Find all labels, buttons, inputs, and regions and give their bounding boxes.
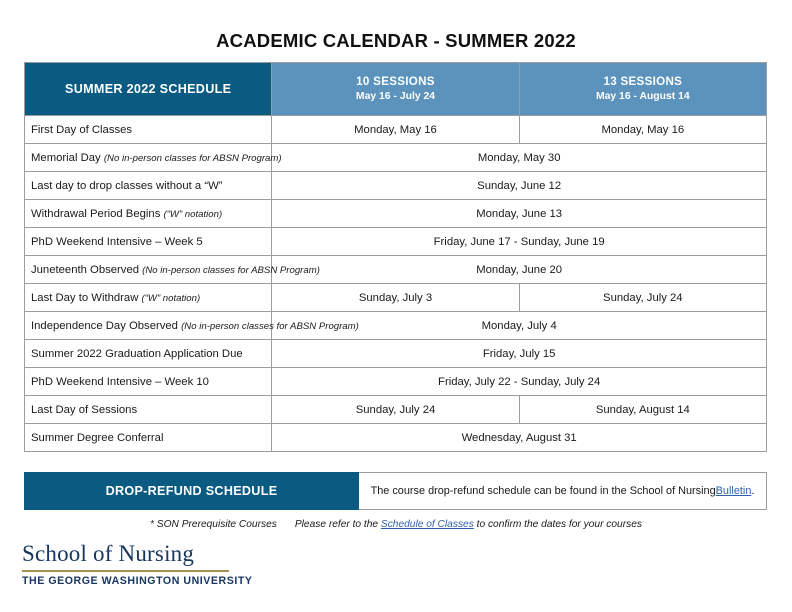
drop-refund-description — [359, 472, 767, 510]
event-name-cell — [25, 172, 272, 200]
event-note: (No in-person classes for ABSN Program) — [142, 264, 320, 276]
footnote-text-after: to confirm the dates for your courses — [473, 519, 642, 530]
drop-refund-section — [24, 472, 767, 510]
gw-school-of-nursing-logo — [22, 542, 272, 587]
event-name-cell — [25, 368, 272, 396]
table-header — [25, 63, 767, 116]
table-row — [25, 200, 767, 228]
event-name-cell — [25, 396, 272, 424]
footnote-text-before: Please refer to the — [294, 519, 381, 530]
date-cell-10-sessions: Sunday, July 3 — [272, 284, 519, 312]
event-name-cell — [25, 340, 272, 368]
logo-school-name: School of Nursing — [22, 541, 195, 566]
event-note: (“W” notation) — [163, 208, 223, 220]
header-10-sessions-name: 10 SESSIONS — [356, 75, 435, 89]
date-cell-both-sessions: Monday, May 30 — [272, 144, 767, 172]
header-schedule-label: SUMMER 2022 SCHEDULE — [25, 63, 272, 116]
event-note: (“W” notation) — [141, 292, 201, 304]
drop-refund-text-before: The course drop-refund schedule can be found in the School of Nursing — [370, 485, 716, 497]
date-cell-both-sessions: Wednesday, August 31 — [272, 424, 767, 452]
academic-calendar-table — [24, 62, 767, 452]
logo-divider — [22, 570, 229, 572]
event-label: PhD Weekend Intensive – Week 5 — [31, 235, 203, 248]
table-row — [25, 340, 767, 368]
event-name-cell — [25, 312, 359, 340]
header-13-sessions-dates: May 16 - August 14 — [595, 90, 690, 102]
header-13-sessions-name: 13 SESSIONS — [603, 75, 683, 89]
header-column-10-sessions — [272, 63, 519, 116]
event-name-cell — [25, 200, 272, 228]
table-row — [25, 256, 767, 284]
table-row — [25, 396, 767, 424]
event-note: (No in-person classes for ABSN Program) — [181, 320, 359, 332]
date-cell-both-sessions: Friday, June 17 - Sunday, June 19 — [272, 228, 767, 256]
table-row — [25, 228, 767, 256]
table-row — [25, 368, 767, 396]
event-label: PhD Weekend Intensive – Week 10 — [31, 375, 209, 388]
table-row — [25, 144, 767, 172]
table-row — [25, 116, 767, 144]
event-label: Summer 2022 Graduation Application Due — [31, 347, 243, 360]
event-label: Summer Degree Conferral — [31, 431, 164, 444]
header-column-13-sessions — [519, 63, 766, 116]
event-label: Last Day of Sessions — [31, 403, 138, 416]
event-name-cell — [25, 116, 272, 144]
bulletin-link[interactable]: Bulletin — [715, 485, 752, 497]
event-name-cell — [25, 144, 282, 172]
event-note: (No in-person classes for ABSN Program) — [103, 152, 282, 164]
table-row — [25, 284, 767, 312]
table-row — [25, 424, 767, 452]
schedule-of-classes-link[interactable]: Schedule of Classes — [380, 519, 474, 530]
date-cell-both-sessions: Monday, June 13 — [272, 200, 767, 228]
footnote — [0, 519, 792, 530]
event-label: Withdrawal Period Begins — [31, 207, 164, 220]
table-row — [25, 172, 767, 200]
drop-refund-text-after: . — [751, 485, 755, 497]
date-cell-13-sessions: Monday, May 16 — [519, 116, 766, 144]
event-label: Last Day to Withdraw — [31, 291, 142, 304]
table-header-row — [25, 63, 767, 116]
header-10-sessions-dates: May 16 - July 24 — [355, 90, 436, 102]
date-cell-10-sessions: Sunday, July 24 — [272, 396, 519, 424]
event-label: Juneteenth Observed — [31, 263, 143, 276]
event-label: Independence Day Observed — [31, 319, 182, 332]
date-cell-both-sessions: Friday, July 15 — [272, 340, 767, 368]
table-row — [25, 312, 767, 340]
date-cell-13-sessions: Sunday, July 24 — [519, 284, 766, 312]
drop-refund-label: DROP-REFUND SCHEDULE — [24, 472, 359, 510]
table-body — [25, 116, 767, 452]
date-cell-10-sessions: Monday, May 16 — [272, 116, 519, 144]
footnote-prerequisite: * SON Prerequisite Courses — [150, 519, 277, 530]
event-label: Memorial Day — [31, 151, 104, 164]
date-cell-both-sessions: Friday, July 22 - Sunday, July 24 — [272, 368, 767, 396]
event-label: First Day of Classes — [31, 123, 133, 136]
event-name-cell — [25, 424, 272, 452]
date-cell-both-sessions: Sunday, June 12 — [272, 172, 767, 200]
logo-university-name: THE GEORGE WASHINGTON UNIVERSITY — [22, 575, 253, 588]
page-title: ACADEMIC CALENDAR - SUMMER 2022 — [216, 30, 576, 51]
event-name-cell — [25, 228, 272, 256]
event-name-cell — [25, 284, 272, 312]
event-label: Last day to drop classes without a “W” — [31, 179, 223, 192]
date-cell-both-sessions: Monday, July 4 — [272, 312, 767, 340]
event-name-cell — [25, 256, 320, 284]
date-cell-both-sessions: Monday, June 20 — [272, 256, 767, 284]
date-cell-13-sessions: Sunday, August 14 — [519, 396, 766, 424]
